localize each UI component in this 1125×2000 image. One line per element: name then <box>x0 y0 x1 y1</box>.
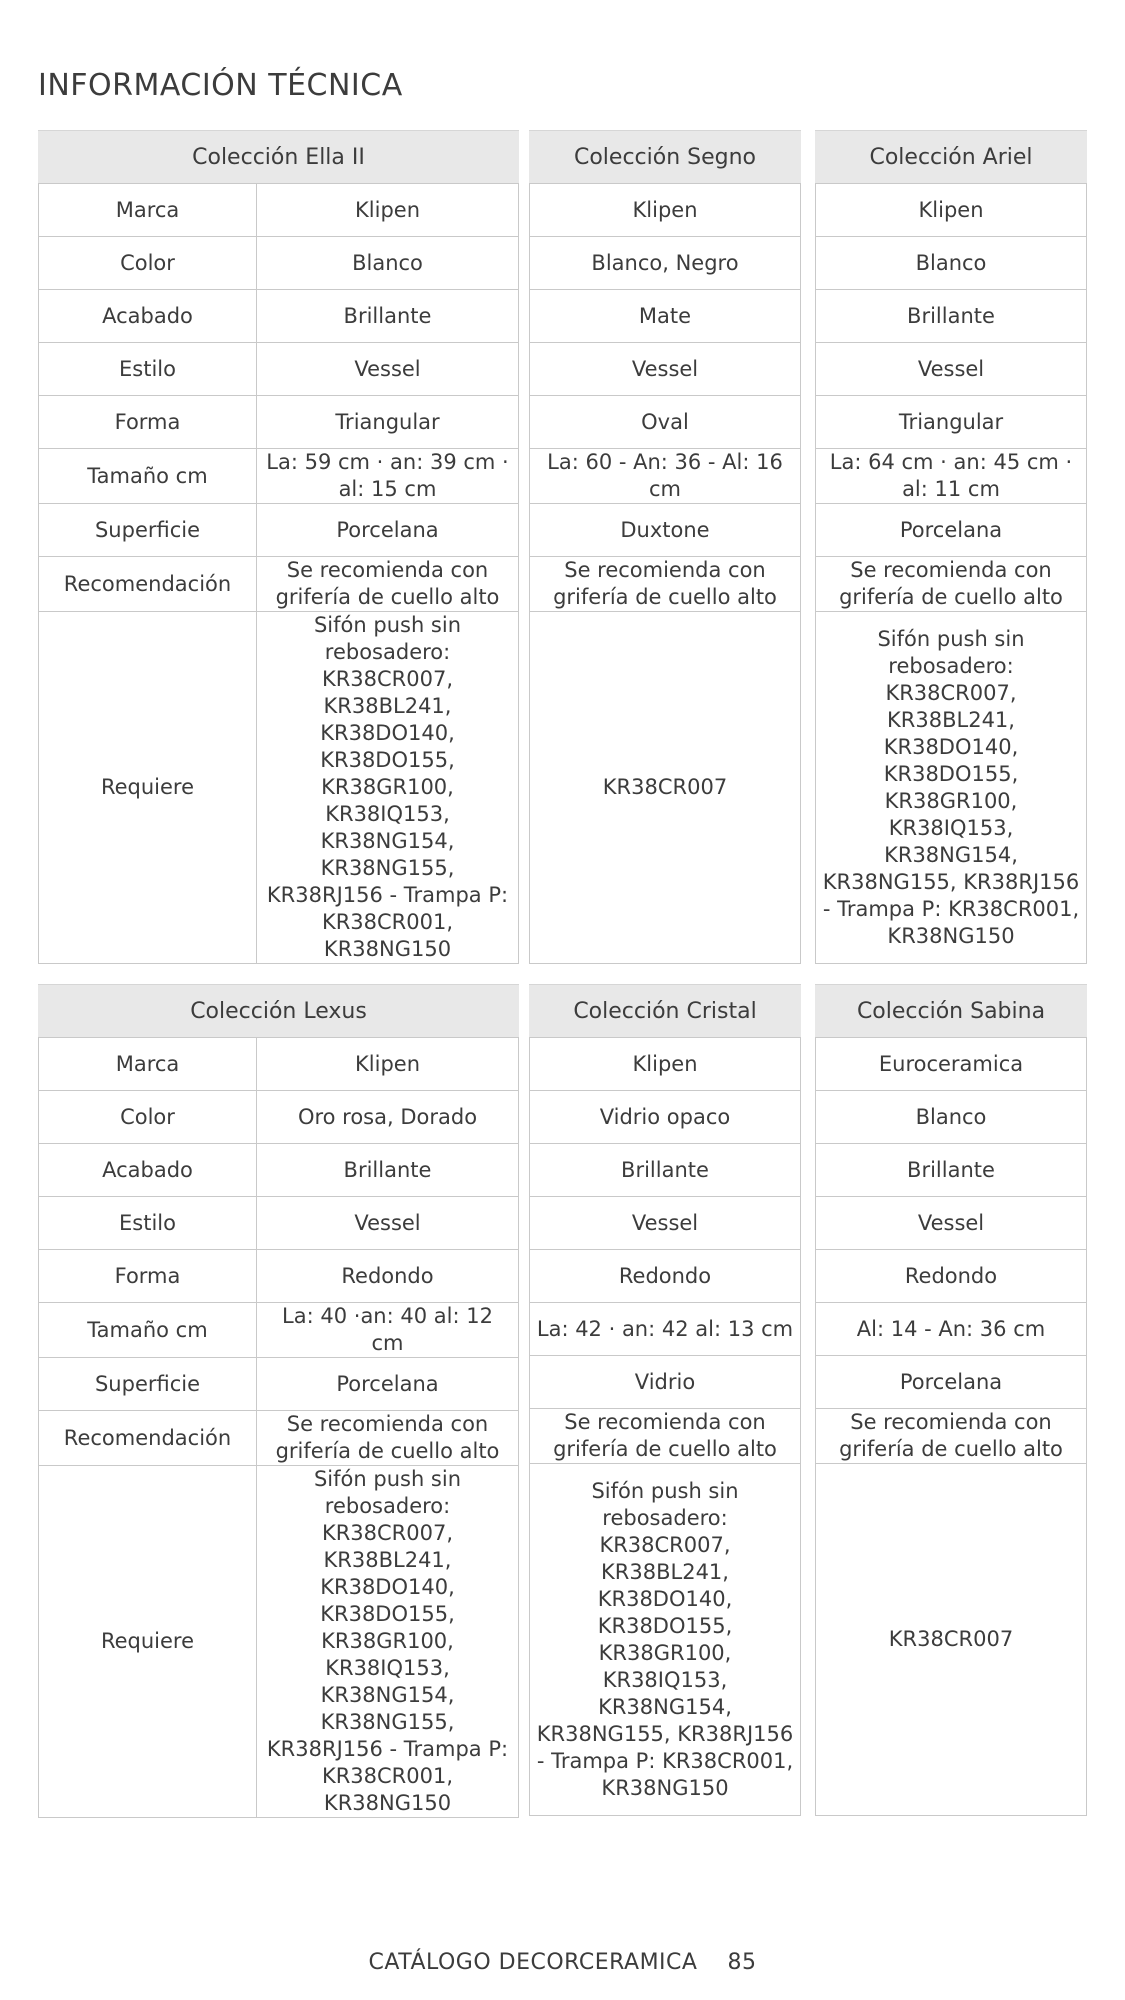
table-row <box>816 557 1087 612</box>
table-row <box>39 1250 519 1303</box>
collection-lexus <box>38 984 519 1818</box>
table-row <box>530 1197 801 1250</box>
table-row <box>530 612 801 964</box>
spec-table <box>815 1037 1087 1816</box>
row-label-tamano-cm: Tamaño cm <box>39 1303 257 1358</box>
value-estilo: Vessel <box>816 343 1087 396</box>
table-row <box>39 1197 519 1250</box>
table-row <box>816 1303 1087 1356</box>
value-tamano-cm: La: 40 ·an: 40 al: 12 cm <box>257 1303 519 1358</box>
value-color: Blanco <box>257 237 519 290</box>
spec-table <box>38 183 519 964</box>
value-marca: Klipen <box>257 1038 519 1091</box>
table-row <box>816 343 1087 396</box>
row-label-acabado: Acabado <box>39 290 257 343</box>
spec-table <box>38 1037 519 1818</box>
table-row <box>530 1038 801 1091</box>
row-label-requiere: Requiere <box>39 1466 257 1818</box>
value-forma: Triangular <box>816 396 1087 449</box>
collection-header: Colección Ella II <box>38 130 519 183</box>
table-row <box>816 1250 1087 1303</box>
collection-header: Colección Cristal <box>529 984 801 1037</box>
value-superficie: Vidrio <box>530 1356 801 1409</box>
table-row <box>39 343 519 396</box>
value-recomendacion: Se recomienda con grifería de cuello alto <box>530 1409 801 1464</box>
table-row <box>816 184 1087 237</box>
spec-table <box>815 183 1087 964</box>
value-marca: Klipen <box>530 1038 801 1091</box>
table-row <box>816 449 1087 504</box>
table-row <box>530 1356 801 1409</box>
table-row <box>816 504 1087 557</box>
table-row <box>39 1411 519 1466</box>
spec-table <box>529 183 801 964</box>
row-label-forma: Forma <box>39 1250 257 1303</box>
page-title: INFORMACIÓN TÉCNICA <box>38 68 403 103</box>
table-row <box>530 396 801 449</box>
value-forma: Triangular <box>257 396 519 449</box>
value-acabado: Brillante <box>530 1144 801 1197</box>
value-superficie: Porcelana <box>816 504 1087 557</box>
value-requiere: KR38CR007 <box>530 612 801 964</box>
row-label-marca: Marca <box>39 184 257 237</box>
value-color: Blanco, Negro <box>530 237 801 290</box>
row-label-superficie: Superficie <box>39 1358 257 1411</box>
value-tamano-cm: La: 42 · an: 42 al: 13 cm <box>530 1303 801 1356</box>
table-row <box>39 557 519 612</box>
table-row <box>816 1356 1087 1409</box>
table-row <box>530 1409 801 1464</box>
value-acabado: Mate <box>530 290 801 343</box>
value-superficie: Duxtone <box>530 504 801 557</box>
value-tamano-cm: La: 64 cm · an: 45 cm · al: 11 cm <box>816 449 1087 504</box>
value-recomendacion: Se recomienda con grifería de cuello alto <box>257 557 519 612</box>
collection-header: Colección Sabina <box>815 984 1087 1037</box>
table-row <box>39 290 519 343</box>
row-label-superficie: Superficie <box>39 504 257 557</box>
table-row <box>816 1464 1087 1816</box>
value-marca: Klipen <box>816 184 1087 237</box>
value-estilo: Vessel <box>530 1197 801 1250</box>
table-row <box>39 1358 519 1411</box>
table-row <box>530 557 801 612</box>
table-row <box>530 1091 801 1144</box>
table-row <box>530 504 801 557</box>
table-row <box>39 184 519 237</box>
collection-header: Colección Ariel <box>815 130 1087 183</box>
value-color: Vidrio opaco <box>530 1091 801 1144</box>
table-row <box>816 1409 1087 1464</box>
row-label-estilo: Estilo <box>39 1197 257 1250</box>
value-recomendacion: Se recomienda con grifería de cuello alto <box>530 557 801 612</box>
table-row <box>816 237 1087 290</box>
table-row <box>39 1303 519 1358</box>
table-row <box>39 237 519 290</box>
row-label-forma: Forma <box>39 396 257 449</box>
table-row <box>816 1038 1087 1091</box>
value-recomendacion: Se recomienda con grifería de cuello alto <box>816 1409 1087 1464</box>
row-label-acabado: Acabado <box>39 1144 257 1197</box>
collection-cristal <box>529 984 801 1816</box>
table-row <box>39 612 519 964</box>
spec-table <box>529 1037 801 1816</box>
value-acabado: Brillante <box>816 1144 1087 1197</box>
table-row <box>39 504 519 557</box>
table-row <box>816 396 1087 449</box>
value-tamano-cm: Al: 14 - An: 36 cm <box>816 1303 1087 1356</box>
table-row <box>39 1466 519 1818</box>
table-row <box>816 1144 1087 1197</box>
collection-segno <box>529 130 801 964</box>
collection-sabina <box>815 984 1087 1816</box>
page-number: 85 <box>727 1950 757 1975</box>
value-recomendacion: Se recomienda con grifería de cuello alto <box>816 557 1087 612</box>
table-row <box>530 1144 801 1197</box>
table-row <box>530 1464 801 1816</box>
value-color: Oro rosa, Dorado <box>257 1091 519 1144</box>
row-label-requiere: Requiere <box>39 612 257 964</box>
table-row <box>39 396 519 449</box>
row-label-color: Color <box>39 1091 257 1144</box>
value-estilo: Vessel <box>530 343 801 396</box>
value-tamano-cm: La: 60 - An: 36 - Al: 16 cm <box>530 449 801 504</box>
row-label-marca: Marca <box>39 1038 257 1091</box>
collection-header: Colección Lexus <box>38 984 519 1037</box>
table-row <box>39 1144 519 1197</box>
value-forma: Redondo <box>816 1250 1087 1303</box>
table-row <box>530 1250 801 1303</box>
value-forma: Redondo <box>257 1250 519 1303</box>
value-requiere: Sifón push sin rebosadero: KR38CR007, KR38BL241, KR38DO140, KR38DO155, KR38GR100, KR38IQ153, KR38NG154, KR38NG155, KR38RJ156 - Trampa P: KR38CR001, KR38NG150 <box>816 612 1087 964</box>
table-row <box>816 1197 1087 1250</box>
table-row <box>530 1303 801 1356</box>
collection-ariel <box>815 130 1087 964</box>
value-marca: Euroceramica <box>816 1038 1087 1091</box>
value-requiere: Sifón push sin rebosadero: KR38CR007, KR38BL241, KR38DO140, KR38DO155, KR38GR100, KR38IQ153, KR38NG154, KR38NG155, KR38RJ156 - Trampa P: KR38CR001, KR38NG150 <box>257 612 519 964</box>
value-superficie: Porcelana <box>816 1356 1087 1409</box>
value-acabado: Brillante <box>257 1144 519 1197</box>
value-requiere: KR38CR007 <box>816 1464 1087 1816</box>
row-label-recomendacion: Recomendación <box>39 1411 257 1466</box>
table-row <box>530 237 801 290</box>
value-forma: Redondo <box>530 1250 801 1303</box>
table-row <box>39 449 519 504</box>
collection-ella-ii <box>38 130 519 964</box>
value-requiere: Sifón push sin rebosadero: KR38CR007, KR38BL241, KR38DO140, KR38DO155, KR38GR100, KR38IQ153, KR38NG154, KR38NG155, KR38RJ156 - Trampa P: KR38CR001, KR38NG150 <box>530 1464 801 1816</box>
value-estilo: Vessel <box>257 1197 519 1250</box>
table-row <box>39 1038 519 1091</box>
value-superficie: Porcelana <box>257 1358 519 1411</box>
footer-catalog-name: CATÁLOGO DECORCERAMICA <box>368 1950 698 1975</box>
table-row <box>816 1091 1087 1144</box>
collection-header: Colección Segno <box>529 130 801 183</box>
table-row <box>530 449 801 504</box>
table-row <box>530 290 801 343</box>
value-superficie: Porcelana <box>257 504 519 557</box>
row-label-tamano-cm: Tamaño cm <box>39 449 257 504</box>
value-color: Blanco <box>816 1091 1087 1144</box>
row-label-color: Color <box>39 237 257 290</box>
value-color: Blanco <box>816 237 1087 290</box>
table-row <box>530 343 801 396</box>
value-acabado: Brillante <box>816 290 1087 343</box>
row-label-estilo: Estilo <box>39 343 257 396</box>
value-requiere: Sifón push sin rebosadero: KR38CR007, KR38BL241, KR38DO140, KR38DO155, KR38GR100, KR38IQ153, KR38NG154, KR38NG155, KR38RJ156 - Trampa P: KR38CR001, KR38NG150 <box>257 1466 519 1818</box>
page-footer <box>0 1950 1125 1975</box>
value-marca: Klipen <box>257 184 519 237</box>
value-recomendacion: Se recomienda con grifería de cuello alto <box>257 1411 519 1466</box>
table-row <box>816 290 1087 343</box>
value-marca: Klipen <box>530 184 801 237</box>
value-tamano-cm: La: 59 cm · an: 39 cm · al: 15 cm <box>257 449 519 504</box>
row-label-recomendacion: Recomendación <box>39 557 257 612</box>
value-acabado: Brillante <box>257 290 519 343</box>
table-row <box>816 612 1087 964</box>
value-forma: Oval <box>530 396 801 449</box>
value-estilo: Vessel <box>257 343 519 396</box>
table-row <box>530 184 801 237</box>
table-row <box>39 1091 519 1144</box>
value-estilo: Vessel <box>816 1197 1087 1250</box>
